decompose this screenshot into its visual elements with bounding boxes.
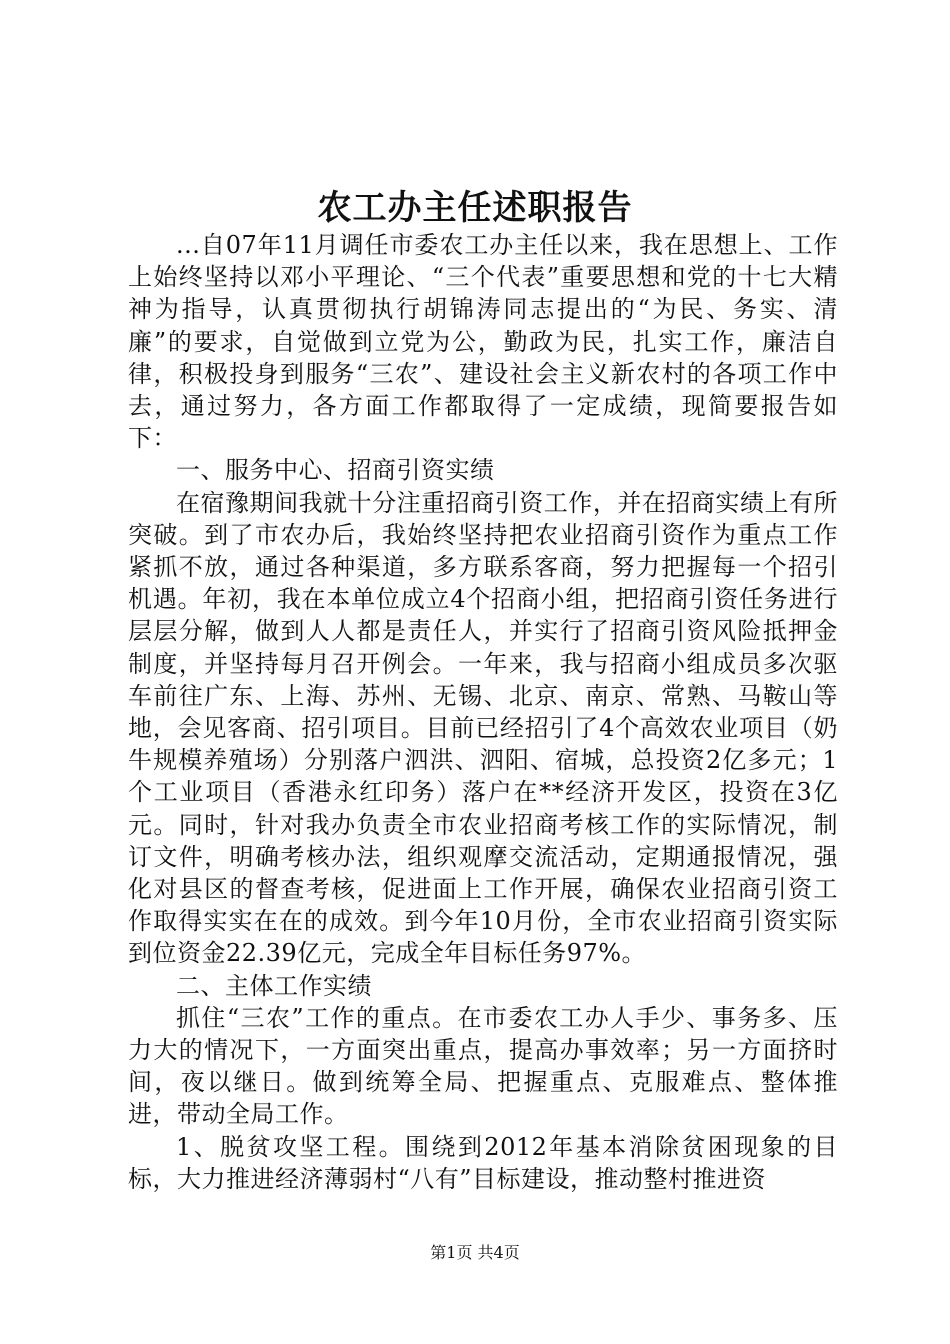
page-footer: 第1页 共4页 [430, 1243, 520, 1262]
intro-paragraph: ...自07年11月调任市委农工办主任以来，我在思想上、工作上始终坚持以邓小平理论、“三个代表”重要思想和党的十七大精神为指导，认真贯彻执行胡锦涛同志提出的“为民、务实、清廉”的要求，自觉做到立党为公，勤政为民，扎实工作，廉洁自律，积极投身到服务“三农”、建设社会主义新农村的各项工作中去，通过努力，各方面工作都取得了一定成绩，现简要报告如下： [128, 231, 838, 453]
section-heading-1: 一、服务中心、招商引资实绩 [176, 456, 495, 485]
section-1-paragraph: 在宿豫期间我就十分注重招商引资工作，并在招商实绩上有所突破。到了市农办后，我始终坚持把农业招商引资作为重点工作紧抓不放，通过各种渠道，多方联系客商，努力把握每一个招引机遇。年初，我在本单位成立4个招商小组，把招商引资任务进行层层分解，做到人人都是责任人，并实行了招商引资风险抵押金制度，并坚持每月召开例会。一年来，我与招商小组成员多次驱车前往广东、上海、苏州、无锡、北京、南京、常熟、马鞍山等地，会见客商、招引项目。目前已经招引了4个高效农业项目（奶牛规模养殖场）分别落户泗洪、泗阳、宿城，总投资2亿多元；1个工业项目（香港永红印务）落户在**经济开发区，投资在3亿元。同时，针对我办负责全市农业招商考核工作的实际情况，制订文件，明确考核办法，组织观摩交流活动，定期通报情况，强化对县区的督查考核，促进面上工作开展，确保农业招商引资工作取得实实在在的成效。到今年10月份，全市农业招商引资实际到位资金22.39亿元，完成全年目标任务97%。 [128, 488, 838, 968]
document-title: 农工办主任述职报告 [317, 188, 633, 228]
section-heading-2: 二、主体工作实绩 [176, 971, 372, 1000]
document-body [128, 229, 838, 1195]
section-2-paragraph: 抓住“三农”工作的重点。在市委农工办人手少、事务多、压力大的情况下，一方面突出重点，提高办事效率；另一方面挤时间，夜以继日。做到统筹全局、把握重点、克服难点、整体推进，带动全局工作。 [128, 1003, 838, 1129]
poverty-paragraph: 1、脱贫攻坚工程。围绕到2012年基本消除贫困现象的目标，大力推进经济薄弱村“八有”目标建设，推动整村推进资 [128, 1132, 838, 1193]
